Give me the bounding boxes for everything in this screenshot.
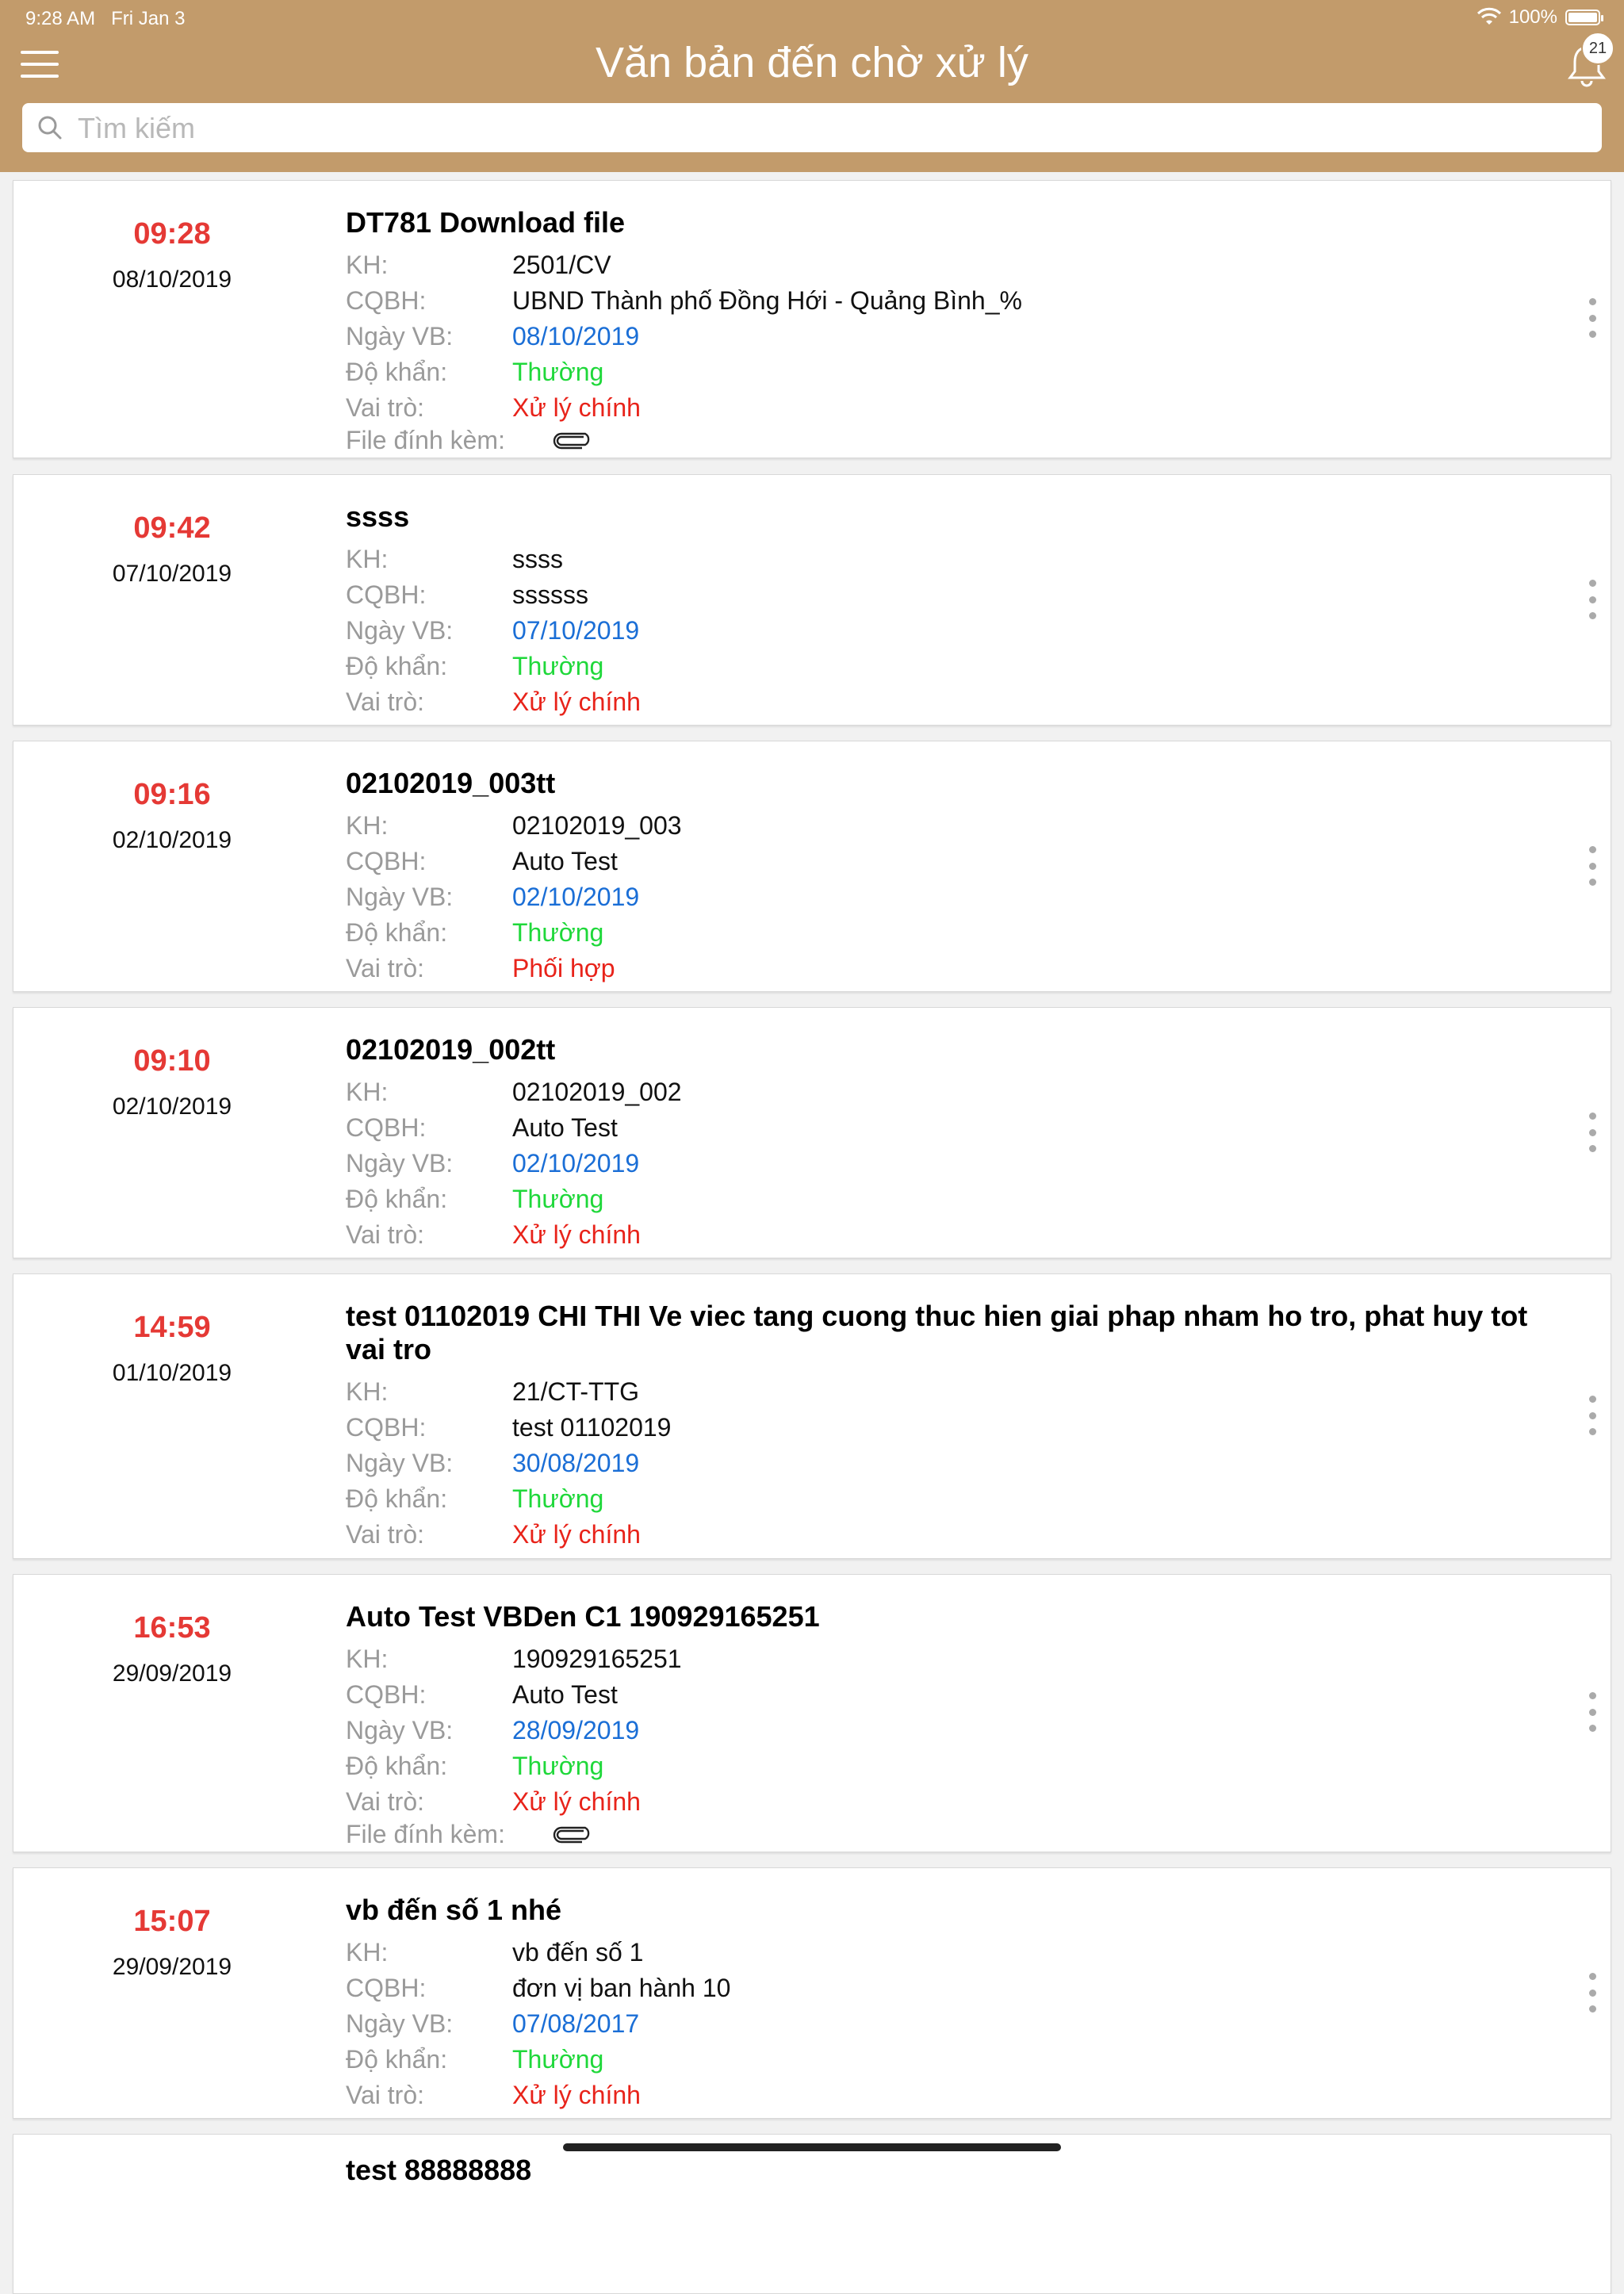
item-time: 16:53	[133, 1611, 211, 1645]
vai-tro-label: Vai trò:	[346, 687, 424, 716]
do-khan-value: Thường	[512, 2045, 604, 2074]
do-khan-value: Thường	[512, 1484, 604, 1513]
more-options-icon[interactable]	[1588, 846, 1596, 886]
cqbh-value: đơn vị ban hành 10	[512, 1974, 731, 2002]
ngay-vb-label: Ngày VB:	[346, 2009, 454, 2038]
cqbh-value: UBND Thành phố Đồng Hới - Quảng Bình_%	[512, 286, 1022, 315]
item-title: test 88888888	[346, 2154, 532, 2186]
cqbh-label: CQBH:	[346, 1113, 427, 1142]
kh-value: ssss	[512, 545, 563, 573]
kh-label: KH:	[346, 1645, 389, 1673]
ngay-vb-value: 07/08/2017	[512, 2009, 640, 2038]
document-list	[0, 172, 1624, 2186]
ngay-vb-label: Ngày VB:	[346, 1149, 454, 1178]
cqbh-label: CQBH:	[346, 1974, 427, 2002]
list-item[interactable]	[13, 1574, 1611, 1852]
item-time: 09:42	[133, 511, 211, 545]
ngay-vb-value: 08/10/2019	[512, 322, 640, 350]
kh-label: KH:	[346, 545, 389, 573]
item-time: 09:28	[133, 217, 211, 251]
more-options-icon[interactable]	[1588, 1396, 1596, 1435]
do-khan-label: Độ khẩn:	[346, 1484, 448, 1513]
kh-label: KH:	[346, 1377, 389, 1406]
more-options-icon[interactable]	[1588, 580, 1596, 619]
item-time: 09:10	[133, 1044, 211, 1078]
list-item[interactable]	[13, 741, 1611, 992]
notification-badge: 21	[1581, 32, 1614, 65]
ngay-vb-label: Ngày VB:	[346, 322, 454, 350]
battery-icon	[1565, 10, 1600, 25]
kh-value: 21/CT-TTG	[512, 1377, 640, 1406]
battery-percent: 100%	[1508, 6, 1557, 28]
home-indicator	[563, 2143, 1061, 2151]
item-date: 01/10/2019	[112, 1360, 232, 1386]
ngay-vb-label: Ngày VB:	[346, 1716, 454, 1744]
vai-tro-value: Phối hợp	[512, 954, 615, 982]
item-date: 02/10/2019	[112, 1093, 232, 1120]
item-date: 08/10/2019	[112, 266, 232, 293]
kh-value: 190929165251	[512, 1645, 682, 1673]
do-khan-value: Thường	[512, 918, 604, 947]
file-label: File đính kèm:	[346, 425, 505, 454]
kh-value: 2501/CV	[512, 251, 611, 279]
more-options-icon[interactable]	[1588, 1692, 1596, 1732]
item-title: 02102019_002tt	[346, 1033, 556, 1066]
kh-label: KH:	[346, 251, 389, 279]
vai-tro-label: Vai trò:	[346, 1520, 424, 1549]
cqbh-label: CQBH:	[346, 1413, 427, 1442]
search-icon	[36, 114, 63, 141]
ngay-vb-value: 28/09/2019	[512, 1716, 640, 1744]
app-header	[0, 0, 1624, 172]
list-item[interactable]	[13, 474, 1611, 726]
status-time: 9:28 AM Fri Jan 3	[25, 8, 186, 29]
cqbh-label: CQBH:	[346, 847, 427, 875]
cqbh-value: test 01102019	[512, 1413, 672, 1442]
kh-label: KH:	[346, 1078, 389, 1106]
list-item[interactable]	[13, 180, 1611, 458]
do-khan-label: Độ khẩn:	[346, 2045, 448, 2074]
paperclip-icon[interactable]	[553, 431, 592, 449]
vai-tro-value: Xử lý chính	[512, 1520, 641, 1549]
kh-value: 02102019_003	[512, 811, 682, 840]
cqbh-value: Auto Test	[512, 1113, 618, 1142]
vai-tro-value: Xử lý chính	[512, 1220, 641, 1249]
item-date: 07/10/2019	[112, 561, 232, 587]
kh-label: KH:	[346, 1938, 389, 1967]
do-khan-label: Độ khẩn:	[346, 918, 448, 947]
item-title: 02102019_003tt	[346, 767, 556, 799]
paperclip-icon[interactable]	[553, 1825, 592, 1843]
kh-value: vb đến số 1	[512, 1938, 644, 1967]
do-khan-value: Thường	[512, 1185, 604, 1213]
status-right	[1477, 6, 1600, 29]
list-item[interactable]	[13, 1867, 1611, 2119]
item-title: ssss	[346, 500, 410, 533]
vai-tro-value: Xử lý chính	[512, 687, 641, 716]
item-title: vb đến số 1 nhé	[346, 1894, 562, 1926]
do-khan-label: Độ khẩn:	[346, 652, 448, 680]
item-time: 15:07	[133, 1905, 211, 1938]
kh-label: KH:	[346, 811, 389, 840]
kh-value: 02102019_002	[512, 1078, 682, 1106]
do-khan-label: Độ khẩn:	[346, 358, 448, 386]
ngay-vb-value: 07/10/2019	[512, 616, 640, 645]
more-options-icon[interactable]	[1588, 1973, 1596, 2013]
do-khan-value: Thường	[512, 358, 604, 386]
cqbh-label: CQBH:	[346, 1680, 427, 1709]
item-time: 09:16	[133, 778, 211, 811]
ngay-vb-value: 02/10/2019	[512, 1149, 640, 1178]
item-title: DT781 Download file	[346, 206, 626, 239]
wifi-icon	[1477, 9, 1501, 26]
cqbh-label: CQBH:	[346, 580, 427, 609]
item-time: 14:59	[133, 1311, 211, 1344]
search-input[interactable]	[76, 108, 1570, 149]
do-khan-value: Thường	[512, 652, 604, 680]
cqbh-label: CQBH:	[346, 286, 427, 315]
item-date: 29/09/2019	[112, 1660, 232, 1687]
ngay-vb-label: Ngày VB:	[346, 616, 454, 645]
more-options-icon[interactable]	[1588, 298, 1596, 338]
file-label: File đính kèm:	[346, 1819, 505, 1848]
item-date: 02/10/2019	[112, 827, 232, 853]
item-title: test 01102019 CHI THI Ve viec tang cuong thuc hien giai phap nham ho tro, phat huy tot vai tro	[346, 1300, 1528, 1365]
cqbh-value: Auto Test	[512, 847, 618, 875]
vai-tro-label: Vai trò:	[346, 954, 424, 982]
list-item[interactable]	[13, 1007, 1611, 1258]
vai-tro-label: Vai trò:	[346, 2081, 424, 2109]
vai-tro-label: Vai trò:	[346, 393, 424, 422]
list-item[interactable]	[13, 1273, 1611, 1559]
do-khan-value: Thường	[512, 1752, 604, 1780]
page-title: Văn bản đến chờ xử lý	[596, 39, 1028, 86]
vai-tro-label: Vai trò:	[346, 1220, 424, 1249]
search-bar	[22, 103, 1602, 152]
cqbh-value: Auto Test	[512, 1680, 618, 1709]
vai-tro-label: Vai trò:	[346, 1787, 424, 1816]
vai-tro-value: Xử lý chính	[512, 393, 641, 422]
vai-tro-value: Xử lý chính	[512, 2081, 641, 2109]
ngay-vb-label: Ngày VB:	[346, 1449, 454, 1477]
do-khan-label: Độ khẩn:	[346, 1185, 448, 1213]
ngay-vb-value: 30/08/2019	[512, 1449, 640, 1477]
cqbh-value: ssssss	[512, 580, 588, 609]
item-title: Auto Test VBDen C1 190929165251	[346, 1600, 820, 1633]
status-bar	[0, 0, 1624, 36]
ngay-vb-label: Ngày VB:	[346, 883, 454, 911]
more-options-icon[interactable]	[1588, 1113, 1596, 1152]
do-khan-label: Độ khẩn:	[346, 1752, 448, 1780]
list-item[interactable]	[13, 2134, 1611, 2294]
vai-tro-value: Xử lý chính	[512, 1787, 641, 1816]
ngay-vb-value: 02/10/2019	[512, 883, 640, 911]
item-date: 29/09/2019	[112, 1954, 232, 1980]
